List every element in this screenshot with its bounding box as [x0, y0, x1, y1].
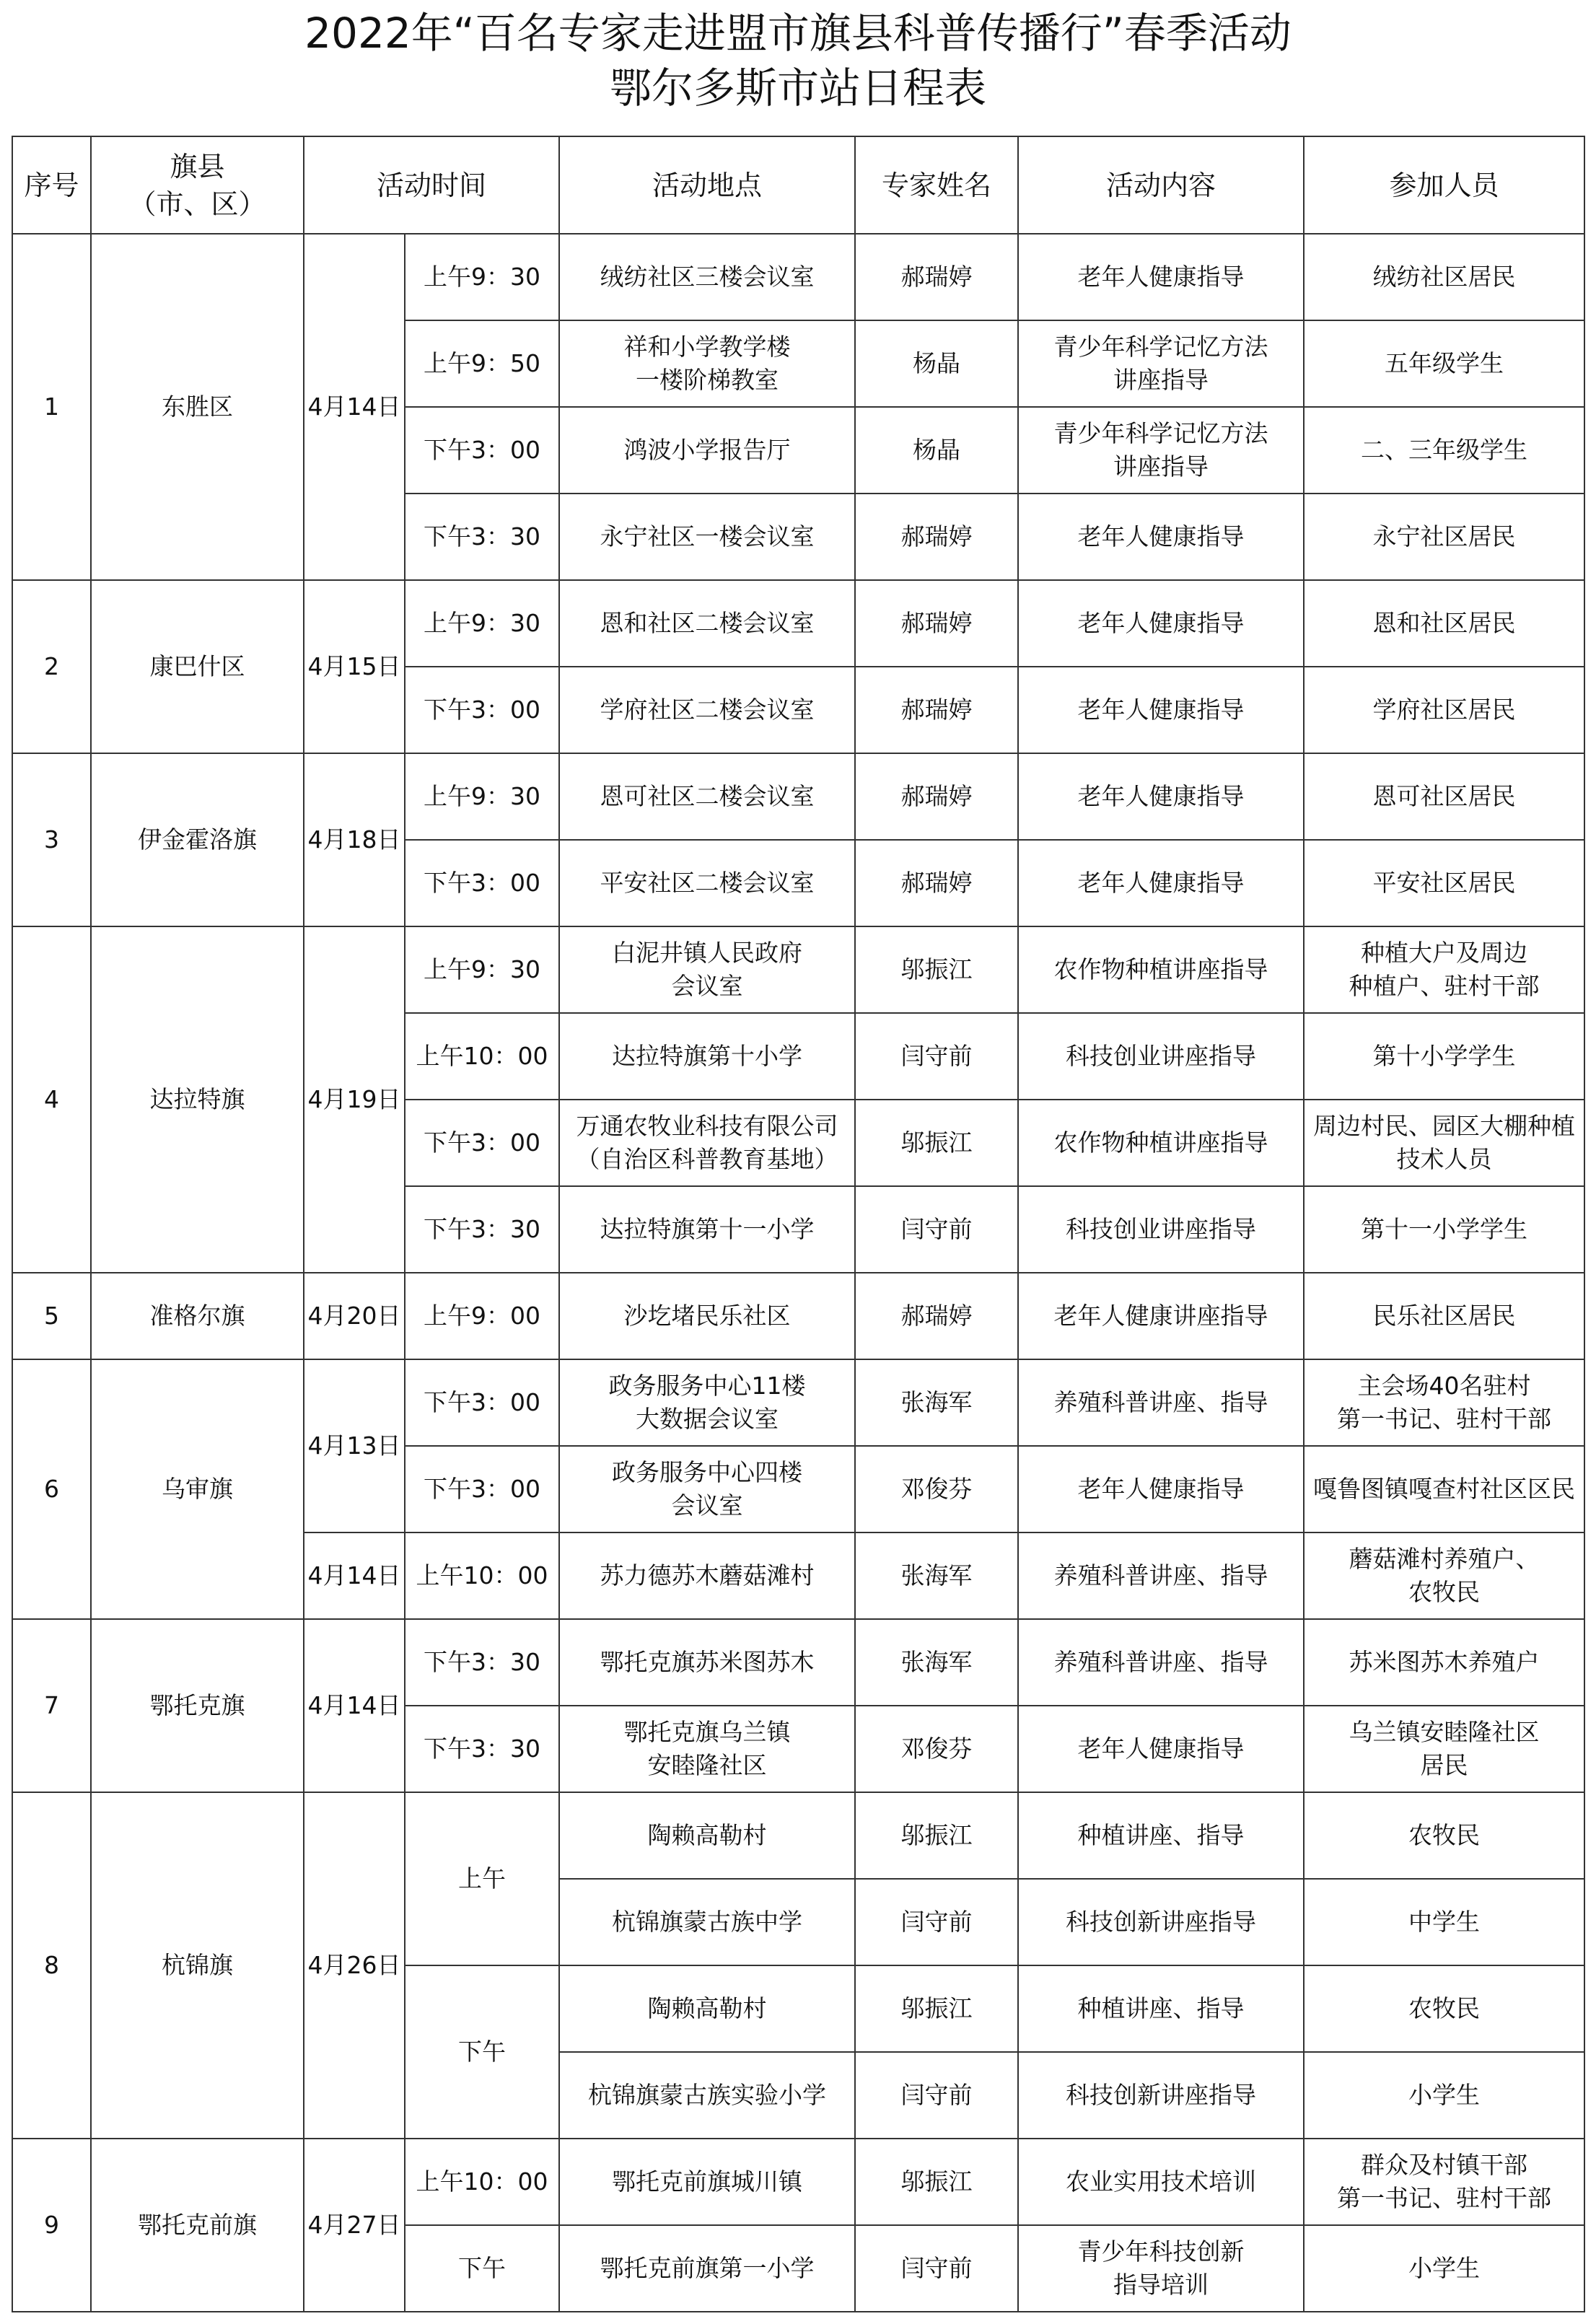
content-cell: 农作物种植讲座指导 — [1018, 1100, 1304, 1186]
time-cell: 上午 — [405, 1792, 559, 1965]
time-cell: 下午 — [405, 2225, 559, 2312]
expert-cell: 邬振江 — [855, 1100, 1018, 1186]
time-cell: 下午3：00 — [405, 1446, 559, 1532]
expert-cell: 郝瑞婷 — [855, 580, 1018, 667]
seq-cell: 4 — [12, 926, 91, 1273]
time-cell: 上午10：00 — [405, 1532, 559, 1619]
county-cell: 乌审旗 — [91, 1359, 304, 1619]
participants-cell: 周边村民、园区大棚种植 技术人员 — [1304, 1100, 1584, 1186]
content-cell: 科技创新讲座指导 — [1018, 1879, 1304, 1965]
date-cell: 4月26日 — [304, 1792, 405, 2139]
table-row — [12, 2139, 1584, 2225]
seq-cell: 7 — [12, 1619, 91, 1792]
place-cell: 苏力德苏木蘑菇滩村 — [559, 1532, 855, 1619]
time-cell: 上午9：30 — [405, 580, 559, 667]
seq-cell: 2 — [12, 580, 91, 753]
content-cell: 青少年科技创新 指导培训 — [1018, 2225, 1304, 2312]
place-cell: 鄂托克前旗城川镇 — [559, 2139, 855, 2225]
content-cell: 科技创业讲座指导 — [1018, 1186, 1304, 1273]
place-cell: 学府社区二楼会议室 — [559, 667, 855, 753]
expert-cell: 邓俊芬 — [855, 1446, 1018, 1532]
place-cell: 鄂托克前旗第一小学 — [559, 2225, 855, 2312]
seq-cell: 9 — [12, 2139, 91, 2312]
time-cell: 下午3：00 — [405, 1100, 559, 1186]
expert-cell: 闫守前 — [855, 1013, 1018, 1100]
participants-cell: 农牧民 — [1304, 1965, 1584, 2052]
date-cell: 4月27日 — [304, 2139, 405, 2312]
place-cell: 鄂托克旗苏米图苏木 — [559, 1619, 855, 1706]
content-cell: 青少年科学记忆方法 讲座指导 — [1018, 407, 1304, 494]
date-cell: 4月14日 — [304, 1532, 405, 1619]
expert-cell: 杨晶 — [855, 407, 1018, 494]
time-cell: 上午9：00 — [405, 1273, 559, 1359]
schedule-table — [12, 136, 1585, 2312]
seq-cell: 1 — [12, 234, 91, 580]
participants-cell: 民乐社区居民 — [1304, 1273, 1584, 1359]
date-cell: 4月14日 — [304, 1619, 405, 1792]
expert-cell: 郝瑞婷 — [855, 1273, 1018, 1359]
content-cell: 老年人健康讲座指导 — [1018, 1273, 1304, 1359]
place-cell: 鄂托克旗乌兰镇 安睦隆社区 — [559, 1706, 855, 1792]
participants-cell: 第十小学学生 — [1304, 1013, 1584, 1100]
content-cell: 老年人健康指导 — [1018, 234, 1304, 320]
expert-cell: 郝瑞婷 — [855, 494, 1018, 580]
table-row — [12, 580, 1584, 667]
seq-cell: 3 — [12, 753, 91, 926]
expert-cell: 邬振江 — [855, 1792, 1018, 1879]
place-cell: 杭锦旗蒙古族实验小学 — [559, 2052, 855, 2139]
header-expert: 专家姓名 — [855, 136, 1018, 234]
date-cell: 4月19日 — [304, 926, 405, 1273]
place-cell: 白泥井镇人民政府 会议室 — [559, 926, 855, 1013]
expert-cell: 郝瑞婷 — [855, 753, 1018, 840]
content-cell: 农业实用技术培训 — [1018, 2139, 1304, 2225]
expert-cell: 郝瑞婷 — [855, 840, 1018, 926]
participants-cell: 绒纺社区居民 — [1304, 234, 1584, 320]
content-cell: 老年人健康指导 — [1018, 1706, 1304, 1792]
time-cell: 下午3：00 — [405, 840, 559, 926]
place-cell: 平安社区二楼会议室 — [559, 840, 855, 926]
expert-cell: 郝瑞婷 — [855, 667, 1018, 753]
county-cell: 鄂托克前旗 — [91, 2139, 304, 2312]
place-cell: 杭锦旗蒙古族中学 — [559, 1879, 855, 1965]
county-cell: 杭锦旗 — [91, 1792, 304, 2139]
participants-cell: 二、三年级学生 — [1304, 407, 1584, 494]
time-cell: 上午9：30 — [405, 234, 559, 320]
participants-cell: 学府社区居民 — [1304, 667, 1584, 753]
time-cell: 下午3：30 — [405, 1706, 559, 1792]
content-cell: 种植讲座、指导 — [1018, 1965, 1304, 2052]
content-cell: 青少年科学记忆方法 讲座指导 — [1018, 320, 1304, 407]
date-cell: 4月13日 — [304, 1359, 405, 1532]
seq-cell: 8 — [12, 1792, 91, 2139]
place-cell: 永宁社区一楼会议室 — [559, 494, 855, 580]
table-row — [12, 234, 1584, 320]
time-cell: 下午3：00 — [405, 1359, 559, 1446]
content-cell: 老年人健康指导 — [1018, 580, 1304, 667]
time-cell: 上午10：00 — [405, 2139, 559, 2225]
place-cell: 陶赖高勒村 — [559, 1792, 855, 1879]
participants-cell: 恩和社区居民 — [1304, 580, 1584, 667]
county-cell: 鄂托克旗 — [91, 1619, 304, 1792]
table-row — [12, 1273, 1584, 1359]
table-row — [12, 926, 1584, 1013]
expert-cell: 郝瑞婷 — [855, 234, 1018, 320]
participants-cell: 平安社区居民 — [1304, 840, 1584, 926]
participants-cell: 永宁社区居民 — [1304, 494, 1584, 580]
participants-cell: 农牧民 — [1304, 1792, 1584, 1879]
participants-cell: 蘑菇滩村养殖户、 农牧民 — [1304, 1532, 1584, 1619]
participants-cell: 中学生 — [1304, 1879, 1584, 1965]
time-cell: 下午3：30 — [405, 494, 559, 580]
expert-cell: 邬振江 — [855, 926, 1018, 1013]
schedule-body — [12, 234, 1584, 2312]
date-cell: 4月14日 — [304, 234, 405, 580]
participants-cell: 五年级学生 — [1304, 320, 1584, 407]
seq-cell: 6 — [12, 1359, 91, 1619]
expert-cell: 杨晶 — [855, 320, 1018, 407]
content-cell: 种植讲座、指导 — [1018, 1792, 1304, 1879]
county-cell: 准格尔旗 — [91, 1273, 304, 1359]
header-time: 活动时间 — [304, 136, 559, 234]
participants-cell: 嘎鲁图镇嘎查村社区区民 — [1304, 1446, 1584, 1532]
content-cell: 养殖科普讲座、指导 — [1018, 1619, 1304, 1706]
header-place: 活动地点 — [559, 136, 855, 234]
expert-cell: 张海军 — [855, 1532, 1018, 1619]
participants-cell: 恩可社区居民 — [1304, 753, 1584, 840]
time-cell: 下午 — [405, 1965, 559, 2139]
place-cell: 鸿波小学报告厅 — [559, 407, 855, 494]
header-row — [12, 136, 1584, 234]
table-row — [12, 1359, 1584, 1446]
time-cell: 下午3：00 — [405, 667, 559, 753]
expert-cell: 闫守前 — [855, 2225, 1018, 2312]
participants-cell: 小学生 — [1304, 2225, 1584, 2312]
place-cell: 恩和社区二楼会议室 — [559, 580, 855, 667]
participants-cell: 乌兰镇安睦隆社区 居民 — [1304, 1706, 1584, 1792]
expert-cell: 闫守前 — [855, 1879, 1018, 1965]
content-cell: 科技创新讲座指导 — [1018, 2052, 1304, 2139]
content-cell: 老年人健康指导 — [1018, 667, 1304, 753]
table-row — [12, 1792, 1584, 1879]
header-content: 活动内容 — [1018, 136, 1304, 234]
date-cell: 4月18日 — [304, 753, 405, 926]
header-participants: 参加人员 — [1304, 136, 1584, 234]
place-cell: 绒纺社区三楼会议室 — [559, 234, 855, 320]
header-county: 旗县 （市、区） — [91, 136, 304, 234]
document-title-line2: 鄂尔多斯市站日程表 — [609, 63, 986, 113]
participants-cell: 苏米图苏木养殖户 — [1304, 1619, 1584, 1706]
place-cell: 政务服务中心四楼 会议室 — [559, 1446, 855, 1532]
place-cell: 陶赖高勒村 — [559, 1965, 855, 2052]
county-cell: 康巴什区 — [91, 580, 304, 753]
place-cell: 政务服务中心11楼 大数据会议室 — [559, 1359, 855, 1446]
place-cell: 达拉特旗第十一小学 — [559, 1186, 855, 1273]
place-cell: 沙圪堵民乐社区 — [559, 1273, 855, 1359]
place-cell: 恩可社区二楼会议室 — [559, 753, 855, 840]
county-cell: 达拉特旗 — [91, 926, 304, 1273]
time-cell: 下午3：00 — [405, 407, 559, 494]
expert-cell: 闫守前 — [855, 2052, 1018, 2139]
place-cell: 万通农牧业科技有限公司 （自治区科普教育基地） — [559, 1100, 855, 1186]
content-cell: 老年人健康指导 — [1018, 753, 1304, 840]
content-cell: 老年人健康指导 — [1018, 494, 1304, 580]
expert-cell: 邬振江 — [855, 2139, 1018, 2225]
date-cell: 4月15日 — [304, 580, 405, 753]
place-cell: 达拉特旗第十小学 — [559, 1013, 855, 1100]
expert-cell: 张海军 — [855, 1359, 1018, 1446]
county-cell: 伊金霍洛旗 — [91, 753, 304, 926]
content-cell: 养殖科普讲座、指导 — [1018, 1532, 1304, 1619]
place-cell: 祥和小学教学楼 一楼阶梯教室 — [559, 320, 855, 407]
header-seq: 序号 — [12, 136, 91, 234]
time-cell: 下午3：30 — [405, 1186, 559, 1273]
content-cell: 养殖科普讲座、指导 — [1018, 1359, 1304, 1446]
content-cell: 科技创业讲座指导 — [1018, 1013, 1304, 1100]
expert-cell: 张海军 — [855, 1619, 1018, 1706]
participants-cell: 第十一小学学生 — [1304, 1186, 1584, 1273]
date-cell: 4月20日 — [304, 1273, 405, 1359]
seq-cell: 5 — [12, 1273, 91, 1359]
content-cell: 老年人健康指导 — [1018, 1446, 1304, 1532]
expert-cell: 邬振江 — [855, 1965, 1018, 2052]
time-cell: 上午9：30 — [405, 753, 559, 840]
table-row — [12, 753, 1584, 840]
time-cell: 上午9：50 — [405, 320, 559, 407]
content-cell: 老年人健康指导 — [1018, 840, 1304, 926]
participants-cell: 群众及村镇干部 第一书记、驻村干部 — [1304, 2139, 1584, 2225]
content-cell: 农作物种植讲座指导 — [1018, 926, 1304, 1013]
time-cell: 上午9：30 — [405, 926, 559, 1013]
participants-cell: 主会场40名驻村 第一书记、驻村干部 — [1304, 1359, 1584, 1446]
table-row — [12, 1619, 1584, 1706]
document-title-line1: 2022年“百名专家走进盟市旗县科普传播行”春季活动 — [304, 9, 1292, 58]
county-cell: 东胜区 — [91, 234, 304, 580]
time-cell: 上午10：00 — [405, 1013, 559, 1100]
participants-cell: 种植大户及周边 种植户、驻村干部 — [1304, 926, 1584, 1013]
expert-cell: 邓俊芬 — [855, 1706, 1018, 1792]
participants-cell: 小学生 — [1304, 2052, 1584, 2139]
time-cell: 下午3：30 — [405, 1619, 559, 1706]
expert-cell: 闫守前 — [855, 1186, 1018, 1273]
